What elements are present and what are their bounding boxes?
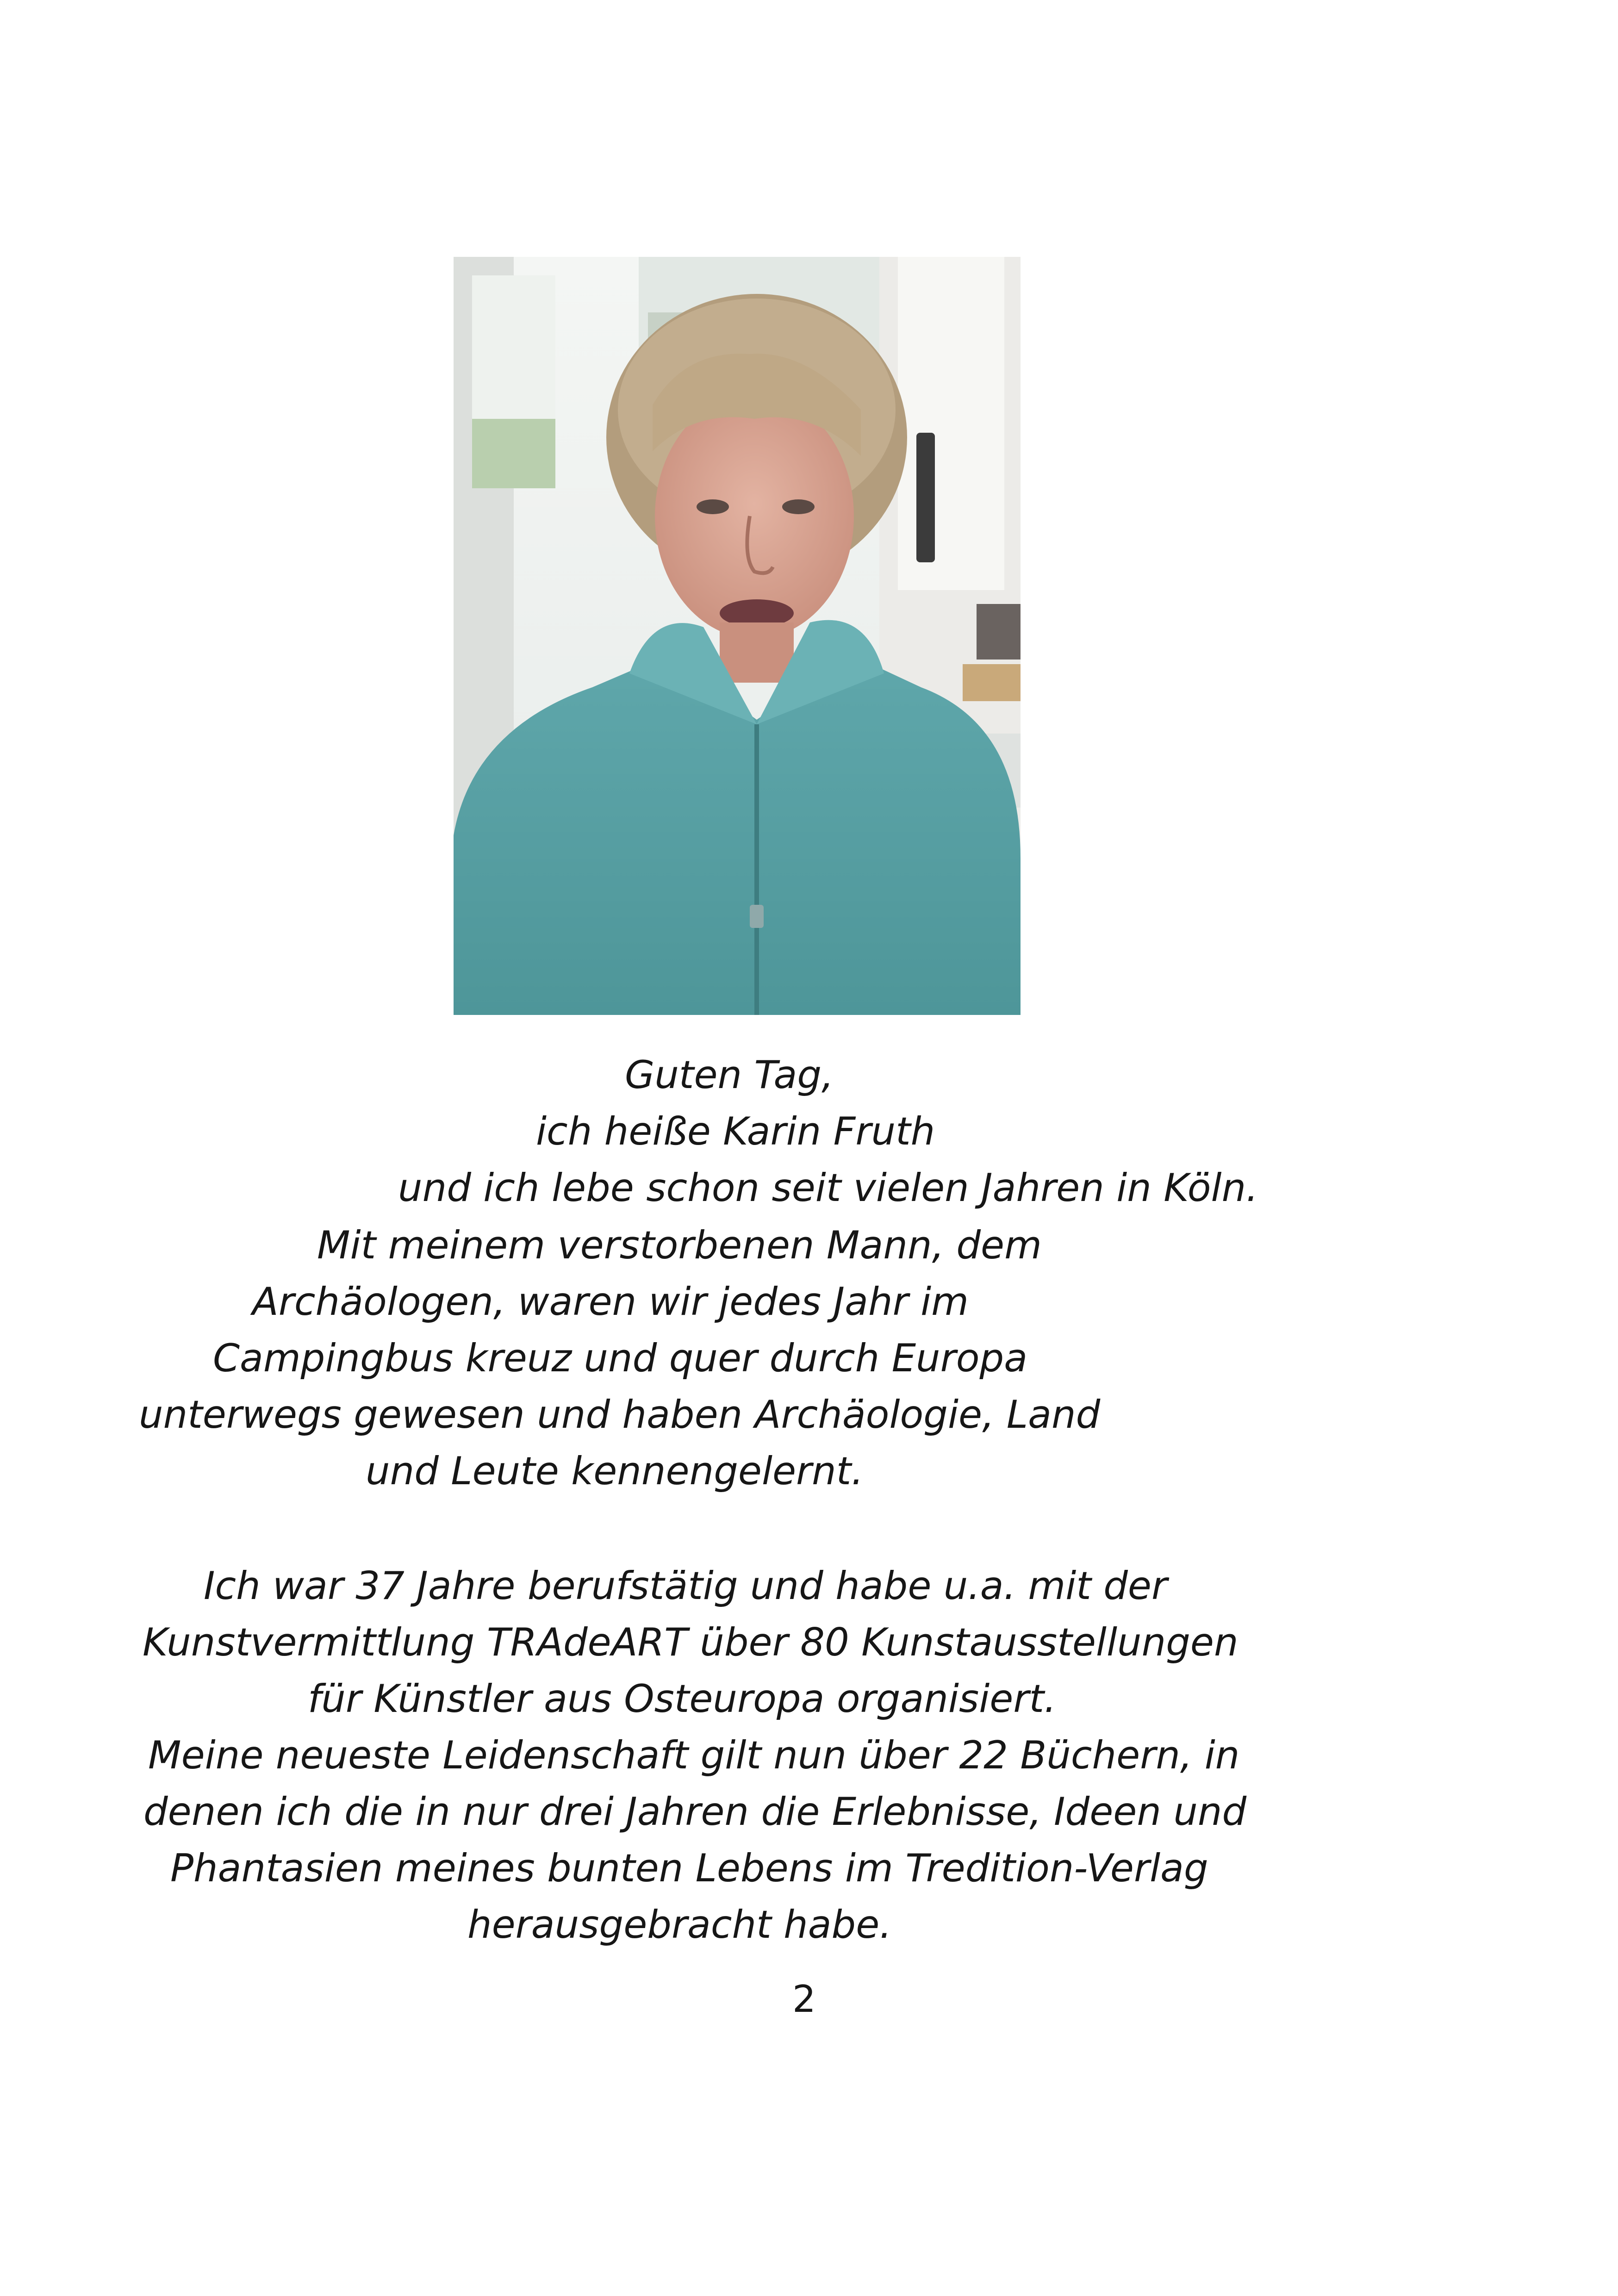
- intro-line-7: unterwegs gewesen und haben Archäologie, Land: [139, 1392, 1101, 1437]
- intro-line-2: ich heiße Karin Fruth: [536, 1109, 935, 1154]
- body-line-7: herausgebracht habe.: [467, 1902, 892, 1947]
- portrait-photo: [454, 257, 1021, 1015]
- body-line-4: Meine neueste Leidenschaft gilt nun über 22 Büchern, in: [148, 1733, 1240, 1778]
- body-line-3: für Künstler aus Osteuropa organisiert.: [308, 1676, 1057, 1721]
- body-line-6: Phantasien meines bunten Lebens im Tredition-Verlag: [170, 1846, 1208, 1891]
- portrait-illustration: [454, 257, 1021, 1015]
- body-line-2: Kunstvermittlung TRAdeART über 80 Kunstausstellungen: [143, 1620, 1238, 1665]
- intro-line-8: und Leute kennengelernt.: [366, 1449, 864, 1493]
- intro-line-5: Archäologen, waren wir jedes Jahr im: [252, 1279, 969, 1324]
- intro-line-1: Guten Tag,: [625, 1052, 834, 1097]
- intro-line-3: und ich lebe schon seit vielen Jahren in Köln.: [398, 1165, 1258, 1210]
- body-line-1: Ich war 37 Jahre berufstätig und habe u.a. mit der: [204, 1563, 1168, 1608]
- body-line-5: denen ich die in nur drei Jahren die Erlebnisse, Ideen und: [143, 1789, 1247, 1834]
- page-number: 2: [792, 1978, 816, 2021]
- intro-line-6: Campingbus kreuz und quer durch Europa: [213, 1336, 1028, 1381]
- intro-line-4: Mit meinem verstorbenen Mann, dem: [317, 1223, 1042, 1268]
